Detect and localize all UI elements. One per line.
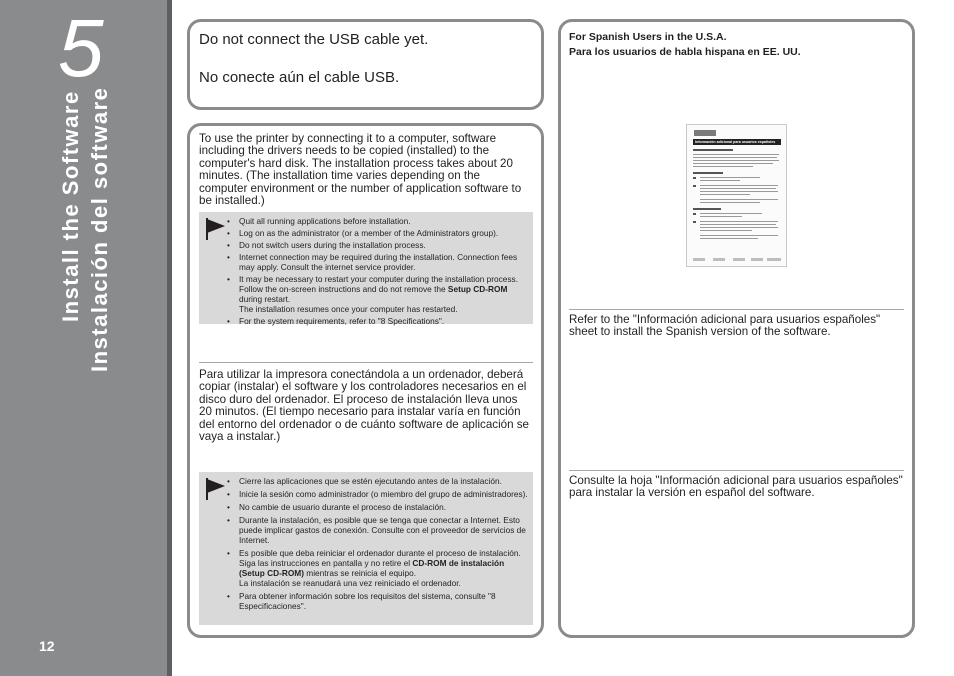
note-text: Es posible que deba reiniciar el ordenador durante el proceso de instalación. Siga las instrucciones en pantalla y no retire el: [239, 548, 521, 568]
section-title-es: Instalación del software: [87, 86, 112, 372]
sheet-line: [693, 157, 777, 158]
info-sheet-thumbnail: [686, 124, 787, 267]
note-text: mientras se reinicia el equipo.: [303, 568, 417, 578]
note-text: The installation resumes once your computer has restarted.: [239, 304, 458, 314]
sheet-line: [700, 180, 740, 181]
note-panel-en: [199, 212, 533, 324]
sheet-line: [700, 235, 778, 236]
list-item: • No cambie de usuario durante el proceso de instalación.: [227, 502, 528, 512]
sheet-line: [700, 191, 778, 192]
sheet-line: [693, 166, 753, 167]
divider: [199, 362, 533, 363]
section-title-en: Install the Software: [58, 90, 83, 322]
sheet-line: [693, 163, 773, 164]
sheet-line: [693, 149, 733, 151]
note-text: La instalación se reanudará una vez reiniciado el ordenador.: [239, 578, 461, 588]
list-item: • Para obtener información sobre los requisitos del sistema, consulte "8 Especificaciones".: [227, 591, 528, 611]
list-item: • Internet connection may be required during the installation. Connection fees may apply. Consult the internet service provider.: [227, 252, 528, 272]
sheet-line: [693, 154, 779, 155]
list-item: • Quit all running applications before installation.: [227, 216, 528, 226]
list-item: • Cierre las aplicaciones que se estén ejecutando antes de la instalación.: [227, 476, 528, 486]
sheet-line: [700, 216, 742, 217]
note-list-en: [227, 216, 528, 328]
usb-warning: [199, 30, 428, 87]
list-item: • Do not switch users during the installation process.: [227, 240, 528, 250]
spanish-sheet-text-es: Consulte la hoja "Información adicional para usuarios españoles" para instalar la versión en español del software.: [569, 474, 903, 500]
sheet-line: [700, 238, 758, 239]
sheet-line: [700, 221, 778, 222]
sheet-footer: [767, 258, 781, 261]
sheet-line: [700, 202, 760, 203]
sheet-logo: [694, 130, 716, 136]
list-item: • Inicie la sesión como administrador (o miembro del grupo de administradores).: [227, 489, 528, 499]
sheet-title: Información adicional para usuarios españoles: [693, 139, 781, 145]
sidebar: [0, 0, 167, 676]
sheet-line: [700, 227, 778, 228]
note-bold-text: CD-ROM de instalación (Setup CD-ROM): [239, 558, 505, 578]
usb-warning-es: No conecte aún el cable USB.: [199, 69, 400, 86]
divider: [569, 309, 904, 310]
list-item: [227, 548, 528, 588]
sheet-line: [700, 194, 750, 195]
note-bold-text: Setup CD-ROM: [447, 284, 508, 294]
usb-warning-en: Do not connect the USB cable yet.: [199, 31, 429, 48]
sheet-line: [693, 208, 721, 210]
flag-icon: [206, 477, 226, 501]
step-number: 5: [58, 3, 104, 94]
sheet-line: [693, 213, 696, 215]
note-panel-es: [199, 472, 533, 625]
heading-es: Para los usuarios de habla hispana en EE. UU.: [569, 46, 801, 58]
list-item: • Log on as the administrator (or a member of the Administrators group).: [227, 228, 528, 238]
sheet-line: [700, 213, 762, 214]
heading-en: For Spanish Users in the U.S.A.: [569, 31, 727, 43]
list-item: • For the system requirements, refer to "8 Specifications".: [227, 316, 528, 326]
list-item: [227, 274, 528, 314]
note-list-es: [227, 476, 528, 614]
sheet-line: [700, 185, 778, 186]
sheet-line: [693, 185, 696, 187]
page-number: 12: [39, 638, 55, 654]
spanish-users-heading: [569, 30, 801, 60]
sheet-footer: [693, 258, 705, 261]
note-text: during restart.: [239, 294, 291, 304]
flag-icon: [206, 217, 226, 241]
note-text: It may be necessary to restart your computer during the installation process. Follow the on-screen instructions and do not remove the: [239, 274, 518, 294]
sheet-line: [693, 172, 723, 174]
sheet-line: [700, 230, 752, 231]
sheet-footer: [733, 258, 745, 261]
intro-es: Para utilizar la impresora conectándola a un ordenador, deberá copiar (instalar) el software y los controladores necesarios en el disco duro del ordenador. El proceso de instalación lleva unos 20 minutos. (El tiempo necesario para instalar varía en función del entorno del ordenador o de cuánto software de aplicación se vaya a instalar.): [199, 368, 530, 444]
sidebar-edge: [167, 0, 172, 676]
sheet-footer: [713, 258, 725, 261]
divider: [569, 470, 904, 471]
list-item: • Durante la instalación, es posible que se tenga que conectar a Internet. Esto puede implicar gastos de conexión. Consulte con el proveedor de servicios de Internet.: [227, 515, 528, 545]
intro-en: To use the printer by connecting it to a computer, software including the drivers needs to be copied (installed) to the computer's hard disk. The installation process takes about 20 minutes. (The installation time varies depending on the computer environment or the number of application software to be installed.): [199, 132, 522, 208]
sheet-line: [700, 199, 778, 200]
sheet-footer: [751, 258, 763, 261]
sheet-line: [693, 221, 696, 223]
sheet-line: [700, 224, 776, 225]
sheet-line: [693, 177, 696, 179]
sheet-line: [693, 160, 779, 161]
sheet-line: [700, 177, 760, 178]
sheet-line: [700, 188, 776, 189]
spanish-sheet-text-en: Refer to the "Información adicional para usuarios españoles" sheet to install the Spanish version of the software.: [569, 313, 881, 339]
